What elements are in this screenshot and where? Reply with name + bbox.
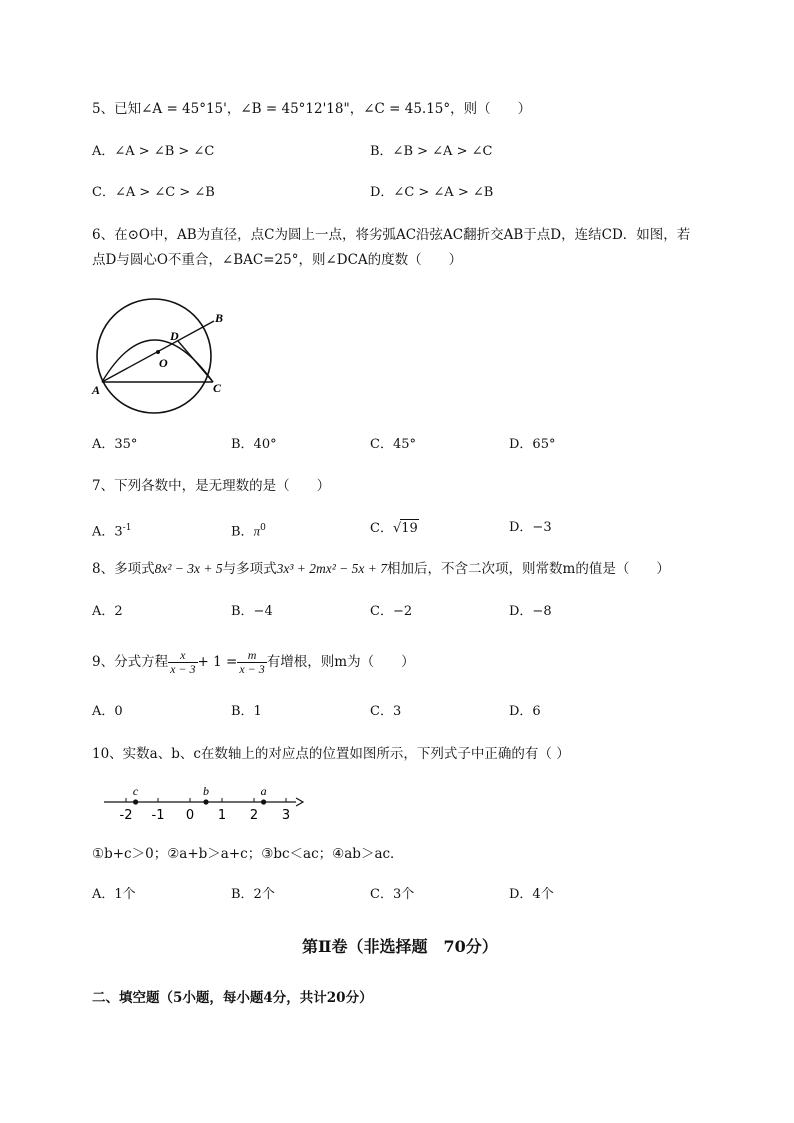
q8-option-b: B．−4 [231, 604, 273, 619]
point-label-c: c [132, 784, 139, 798]
label-c: C [213, 381, 222, 395]
q7-option-a: A．$3^{-1}$ [92, 523, 132, 540]
tick-label: -2 [119, 808, 133, 823]
tick-label: -1 [151, 808, 165, 823]
q8-option-c: C．−2 [370, 604, 413, 619]
q7-option-d: D．−3 [509, 520, 552, 535]
q5-stem: 5、已知∠A = 45°15'，∠B = 45°12'18"，∠C = 45.15°，则（ ） [92, 101, 532, 117]
q9-stem: 9、分式方程 $\frac{x}{x - 3}$ + 1 = $\frac{m}{x - 3}$ 有增根，则m为（ ） [92, 648, 415, 676]
point-label-b: b [203, 784, 209, 798]
q8-option-a: A．2 [92, 604, 123, 619]
folded-arc [102, 340, 213, 382]
q5-option-b: B．∠B > ∠A > ∠C [370, 144, 493, 159]
center-o-dot [156, 350, 160, 354]
tick-label: 3 [281, 808, 291, 823]
section-2-title: 第Ⅱ卷（非选择题 70分） [302, 937, 498, 956]
q7-option-c: C．√19 [370, 521, 418, 536]
point-label-a: a [260, 784, 267, 798]
q6-circle-figure [88, 296, 238, 418]
point-a [261, 799, 266, 804]
q10-number-line [100, 780, 310, 824]
q5-option-d: D．∠C > ∠A > ∠B [370, 185, 494, 200]
q5-option-c: C．∠A > ∠C > ∠B [92, 185, 215, 200]
section-2-subtitle: 二、填空题（5小题，每小题4分，共计20分） [92, 990, 373, 1006]
tick-label: 2 [249, 808, 259, 823]
q6-stem-line1: 6、在⊙O中，AB为直径，点C为圆上一点，将劣弧AC沿弦AC翻折交AB于点D，连结CD．如图，若 [92, 227, 691, 243]
q5-option-a: A．∠A > ∠B > ∠C [92, 144, 215, 159]
outer-circle [97, 299, 211, 413]
q9-fraction-2: $\frac{m}{x - 3}$ [239, 648, 265, 676]
q9-option-b: B．1 [231, 704, 262, 719]
tick-label: 1 [217, 808, 227, 823]
segment-cd [178, 341, 213, 382]
q6-stem-line2: 点D与圆心O不重合，∠BAC=25°，则∠DCA的度数（ ） [92, 252, 463, 268]
q9-option-d: D．6 [509, 704, 541, 719]
q8-stem: 8、多项式8x² − 3x + 5与多项式3x³ + 2mx² − 5x + 7相加后，不含二次项，则常数m的值是（ ） [92, 561, 670, 577]
label-o: O [159, 356, 168, 370]
q6-option-b: B．40° [231, 437, 277, 452]
point-b [203, 799, 208, 804]
q6-option-a: A．35° [92, 437, 138, 452]
point-c [133, 799, 138, 804]
q8-poly1: 8x² − 3x + 5 [154, 561, 223, 576]
q8-poly2: 3x³ + 2mx² − 5x + 7 [276, 561, 388, 576]
q10-stem: 10、实数a、b、c在数轴上的对应点的位置如图所示，下列式子中正确的有（ ） [92, 746, 570, 762]
q7-option-b: B．$\pi^0$ [231, 523, 266, 540]
q10-option-d: D．4个 [509, 887, 554, 902]
axis-arrow [296, 798, 303, 806]
q6-option-c: C．45° [370, 437, 416, 452]
q10-option-a: A．1个 [92, 887, 136, 902]
q10-option-b: B．2个 [231, 887, 275, 902]
q6-option-d: D．65° [509, 437, 556, 452]
q8-option-d: D．−8 [509, 604, 552, 619]
label-a: A [92, 383, 101, 397]
q9-fraction-1: $\frac{x}{x - 3}$ [170, 648, 196, 676]
q7-stem: 7、下列各数中，是无理数的是（ ） [92, 478, 331, 494]
q9-option-a: A．0 [92, 704, 123, 719]
q10-statements: ①b+c＞0；②a+b＞a+c；③bc＜ac；④ab＞ac． [92, 846, 404, 862]
q9-option-c: C．3 [370, 704, 402, 719]
q10-option-c: C．3个 [370, 887, 415, 902]
label-d: D [170, 329, 179, 343]
tick-label: 0 [185, 808, 195, 823]
label-b: B [215, 311, 224, 325]
